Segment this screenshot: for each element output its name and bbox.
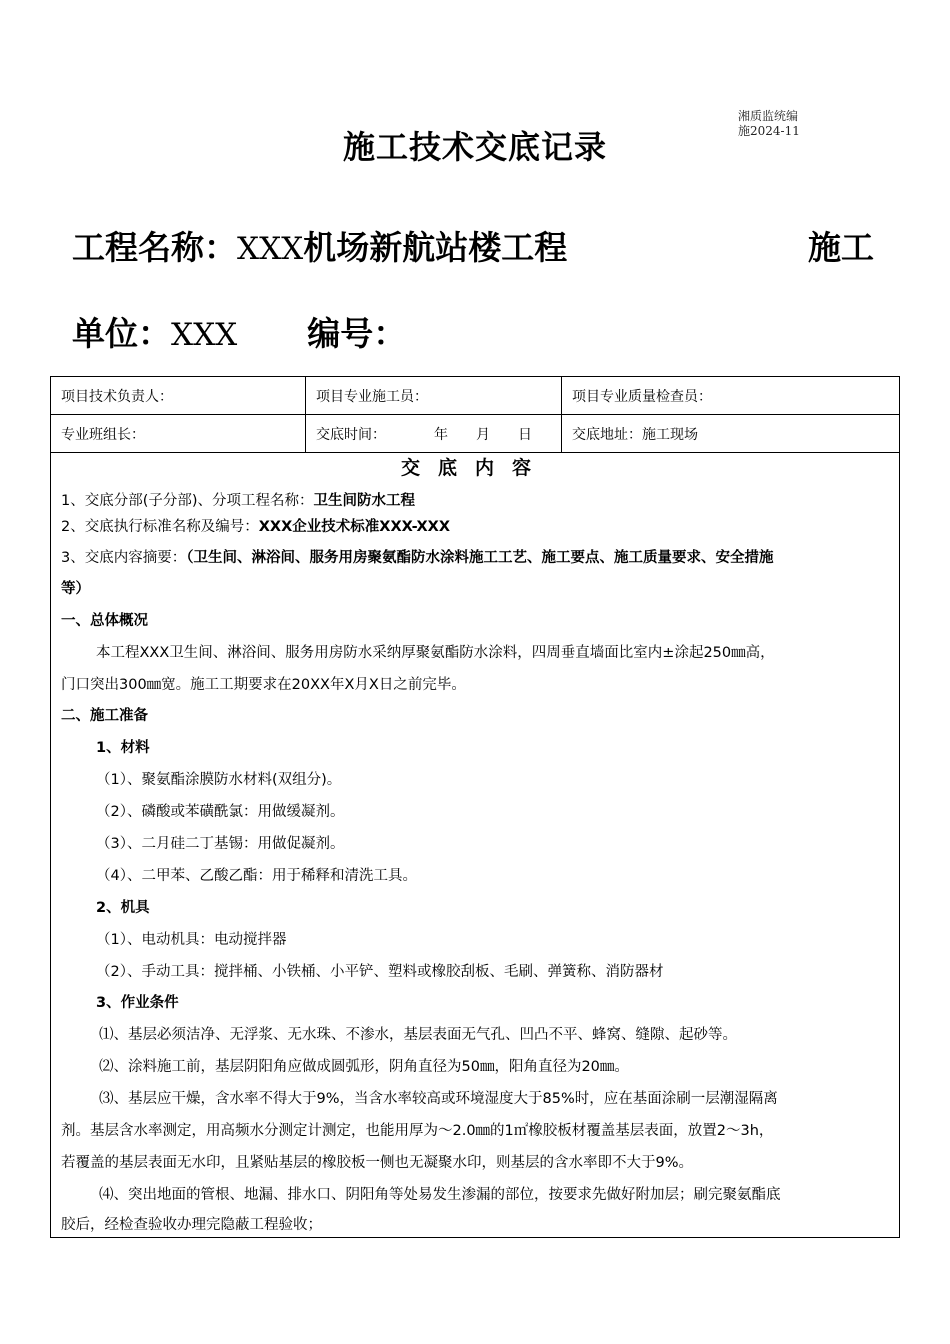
item-1-label: 1、交底分部(子分部)、分项工程名称： <box>61 493 314 509</box>
briefing-time-cell <box>306 415 562 453</box>
project-name-code: XXX <box>237 231 304 267</box>
project-label: 工程名称： <box>72 228 237 267</box>
item-3 <box>61 546 773 567</box>
section-1-para-1: 本工程XXX卫生间、淋浴间、服务用房防水采纳厚聚氨酯防水涂料，四周垂直墙面比室内±涂起250㎜高， <box>96 645 775 661</box>
info-table <box>50 376 900 453</box>
project-name-line <box>72 222 567 269</box>
day-label: 日 <box>518 426 532 443</box>
unit-label: 单位： <box>72 314 171 353</box>
item-3-cont: 等） <box>61 581 90 597</box>
month-label: 月 <box>476 426 490 443</box>
unit-number-line <box>72 308 406 355</box>
section-2-title: 二、施工准备 <box>61 708 148 724</box>
section-1-para-2: 门口突出300㎜宽。施工工期要求在20XX年X月X日之前完毕。 <box>61 677 466 693</box>
item-3-label: 3、交底内容摘要： <box>61 550 187 566</box>
material-4: （4）、二甲苯、乙酸乙酯：用于稀释和清洗工具。 <box>96 868 417 884</box>
team-leader-cell: 专业班组长： <box>51 415 306 453</box>
tools-title: 2、机具 <box>96 900 150 916</box>
info-row-1 <box>51 377 900 415</box>
material-2: （2）、磷酸或苯磺酰氯：用做缓凝剂。 <box>96 804 345 820</box>
quality-inspector-cell: 项目专业质量检查员： <box>562 377 900 415</box>
condition-3-line-2: 剂。基层含水率测定，用高频水分测定计测定，也能用厚为～2.0㎜的1㎡橡胶板材覆盖基层表面，放置2～3h， <box>61 1123 774 1139</box>
condition-1: ⑴、基层必须洁净、无浮浆、无水珠、不渗水，基层表面无气孔、凹凸不平、蜂窝、缝隙、起砂等。 <box>99 1027 737 1043</box>
unit-label-start: 施工 <box>808 228 874 267</box>
item-2-label: 2、交底执行标准名称及编号： <box>61 519 259 535</box>
form-code-line1: 湘质监统编 <box>738 109 799 123</box>
tech-lead-cell: 项目技术负责人： <box>51 377 306 415</box>
materials-title: 1、材料 <box>96 740 150 756</box>
item-2 <box>61 515 450 536</box>
item-1-value: 卫生间防水工程 <box>313 493 416 509</box>
tool-2: （2）、手动工具：搅拌桶、小铁桶、小平铲、塑料或橡胶刮板、毛刷、弹簧称、消防器材 <box>96 964 664 980</box>
briefing-address-cell: 交底地址：施工现场 <box>562 415 900 453</box>
condition-3-line-1: ⑶、基层应干燥，含水率不得大于9%，当含水率较高或环境湿度大于85%时，应在基面涂刷一层潮湿隔离 <box>99 1091 778 1107</box>
condition-2: ⑵、涂料施工前，基层阴阳角应做成圆弧形，阴角直径为50㎜，阳角直径为20㎜。 <box>99 1059 629 1075</box>
briefing-time-label: 交底时间： <box>316 426 386 443</box>
conditions-title: 3、作业条件 <box>96 995 179 1011</box>
item-1 <box>61 489 415 510</box>
year-label: 年 <box>434 426 448 443</box>
material-3: （3）、二月硅二丁基锡：用做促凝剂。 <box>96 836 345 852</box>
page-title: 施工技术交底记录 <box>342 128 607 166</box>
constructor-cell: 项目专业施工员： <box>306 377 562 415</box>
number-label: 编号： <box>307 314 407 353</box>
item-3-value: （卫生间、淋浴间、服务用房聚氨酯防水涂料施工工艺、施工要点、施工质量要求、安全措施 <box>186 550 774 566</box>
condition-4-line-2: 胶后，经检查验收办理完隐蔽工程验收； <box>61 1217 322 1233</box>
project-name-rest: 机场新航站楼工程 <box>303 228 568 267</box>
content-box <box>50 451 900 1238</box>
tool-1: （1）、电动机具：电动搅拌器 <box>96 932 287 948</box>
form-code-line2: 施2024-11 <box>738 124 800 138</box>
content-heading: 交底内容 <box>400 457 549 479</box>
unit-value: XXX <box>171 317 238 353</box>
info-row-2 <box>51 415 900 453</box>
section-1-title: 一、总体概况 <box>61 613 148 629</box>
condition-3-line-3: 若覆盖的基层表面无水印，且紧贴基层的橡胶板一侧也无凝聚水印，则基层的含水率即不大于9%。 <box>61 1155 693 1171</box>
condition-4-line-1: ⑷、突出地面的管根、地漏、排水口、阴阳角等处易发生渗漏的部位，按要求先做好附加层；刷完聚氨酯底 <box>99 1187 781 1203</box>
material-1: （1）、聚氨酯涂膜防水材料(双组分)。 <box>96 772 342 788</box>
item-2-value: XXX企业技术标准XXX-XXX <box>258 519 451 535</box>
